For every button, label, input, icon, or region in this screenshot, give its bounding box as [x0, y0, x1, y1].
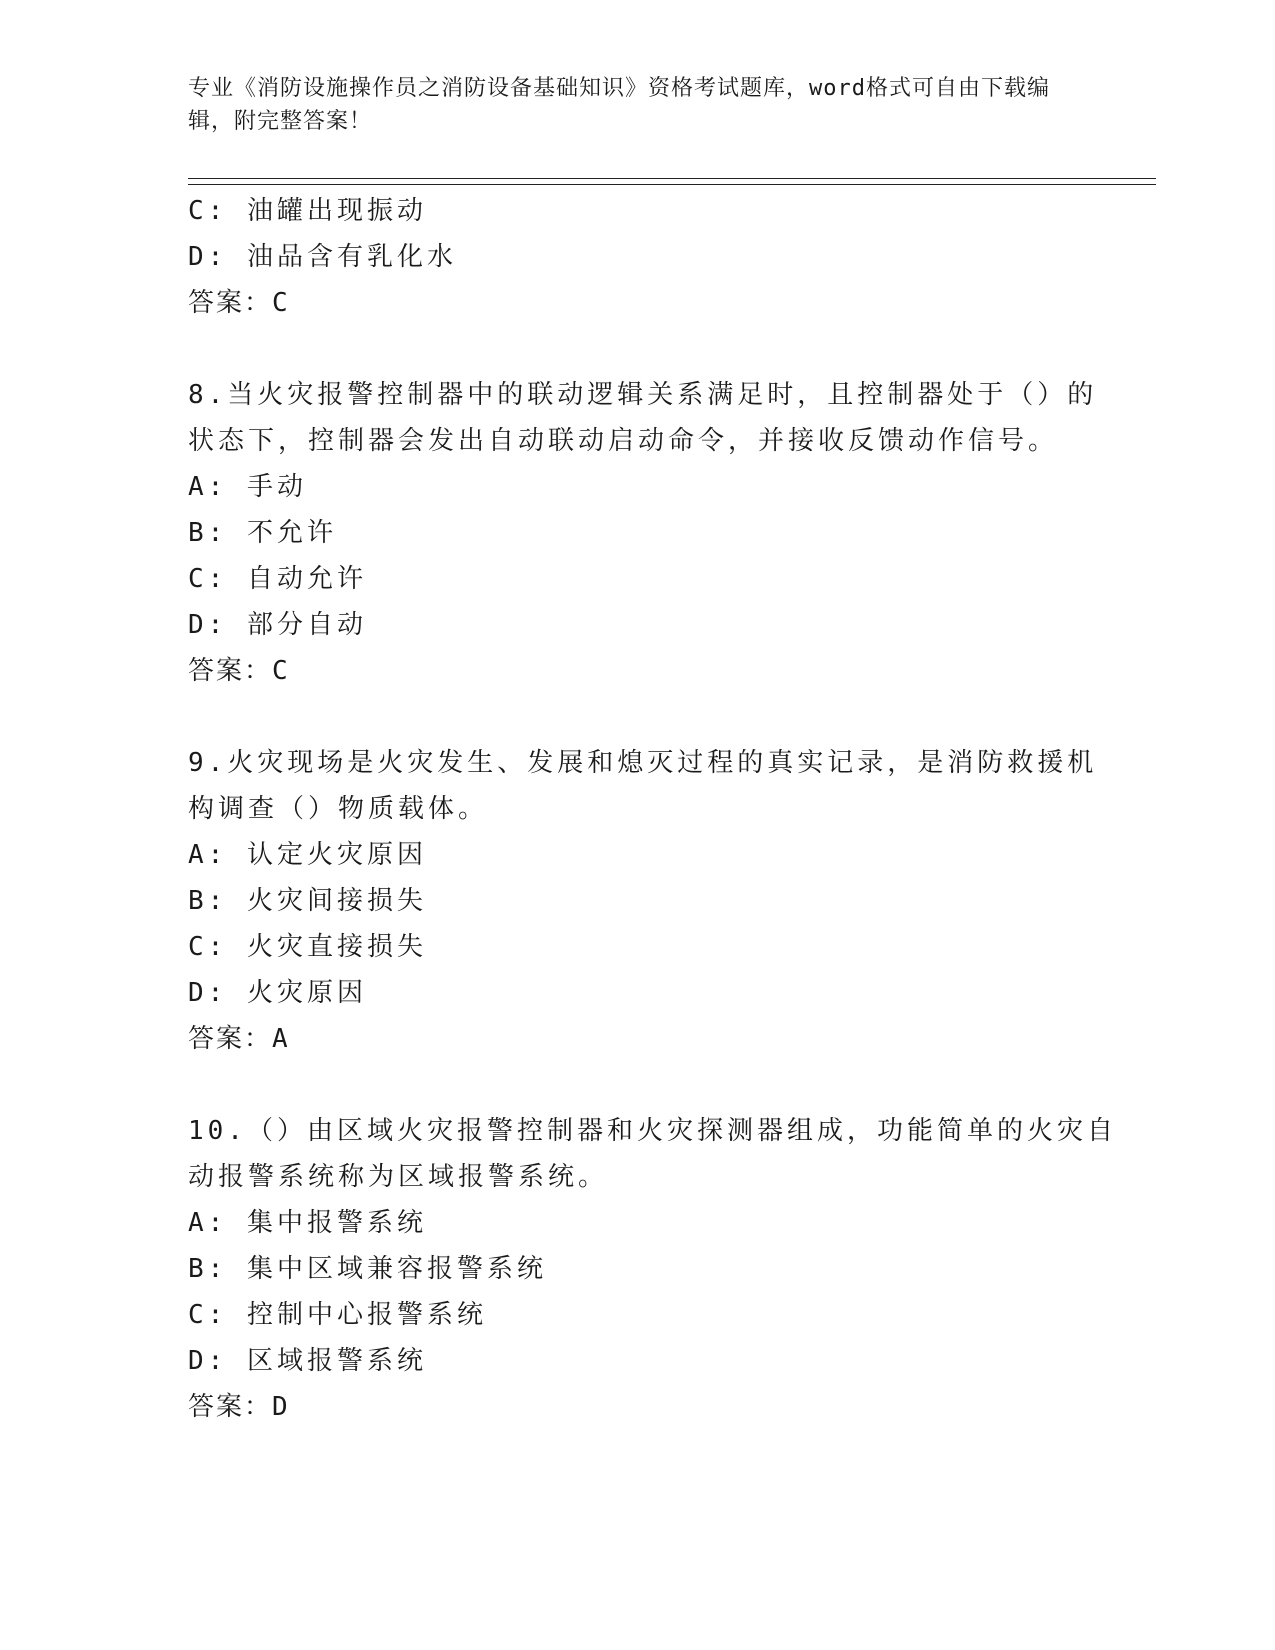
spacer	[188, 1062, 1088, 1108]
answer-line	[188, 1384, 1088, 1430]
question-stem-line: 动报警系统称为区域报警系统。	[188, 1162, 609, 1192]
answer-value: A	[272, 1024, 291, 1054]
answer-label: 答案：	[188, 288, 273, 318]
answer-line	[188, 648, 1088, 694]
question-stem-line: 9.火灾现场是火灾发生、发展和熄灭过程的真实记录，是消防救援机	[188, 748, 1098, 778]
header-rule-top	[188, 178, 1156, 179]
option-a: A: 集中报警系统	[188, 1208, 427, 1238]
header-rule-bottom	[188, 184, 1156, 185]
option-d: D: 区域报警系统	[188, 1346, 427, 1376]
option-d: D: 火灾原因	[188, 978, 367, 1008]
question-stem-line: 构调查（）物质载体。	[188, 794, 489, 824]
question-10	[188, 1108, 1117, 1430]
option-c: C: 火灾直接损失	[188, 932, 427, 962]
answer-line	[188, 1016, 1088, 1062]
question-8	[188, 372, 1098, 694]
question-stem-line: 状态下，控制器会发出自动联动启动命令，并接收反馈动作信号。	[188, 426, 1059, 456]
option-a: A: 认定火灾原因	[188, 840, 427, 870]
option-d: D: 油品含有乳化水	[188, 242, 457, 272]
answer-value: D	[272, 1392, 291, 1422]
question-stem-line: 8.当火灾报警控制器中的联动逻辑关系满足时，且控制器处于（）的	[188, 380, 1098, 410]
previous-question-tail	[188, 188, 1088, 326]
answer-value: C	[272, 656, 291, 686]
answer-line	[188, 280, 1088, 326]
answer-label: 答案：	[188, 656, 273, 686]
spacer	[188, 694, 1088, 740]
answer-value: C	[272, 288, 291, 318]
question-stem-line: 10.（）由区域火灾报警控制器和火灾探测器组成，功能简单的火灾自	[188, 1116, 1117, 1146]
option-c: C: 自动允许	[188, 564, 367, 594]
spacer	[188, 326, 1088, 372]
answer-label: 答案：	[188, 1392, 273, 1422]
option-b: B: 集中区域兼容报警系统	[188, 1254, 547, 1284]
option-b: B: 不允许	[188, 518, 337, 548]
question-list	[188, 188, 1117, 1430]
answer-label: 答案：	[188, 1024, 273, 1054]
option-c: C: 控制中心报警系统	[188, 1300, 487, 1330]
option-a: A: 手动	[188, 472, 307, 502]
option-b: B: 火灾间接损失	[188, 886, 427, 916]
option-d: D: 部分自动	[188, 610, 367, 640]
question-9	[188, 740, 1098, 1062]
document-header: 专业《消防设施操作员之消防设备基础知识》资格考试题库，word格式可自由下载编辑，附完整答案！	[188, 76, 1050, 134]
option-c: C: 油罐出现振动	[188, 196, 427, 226]
